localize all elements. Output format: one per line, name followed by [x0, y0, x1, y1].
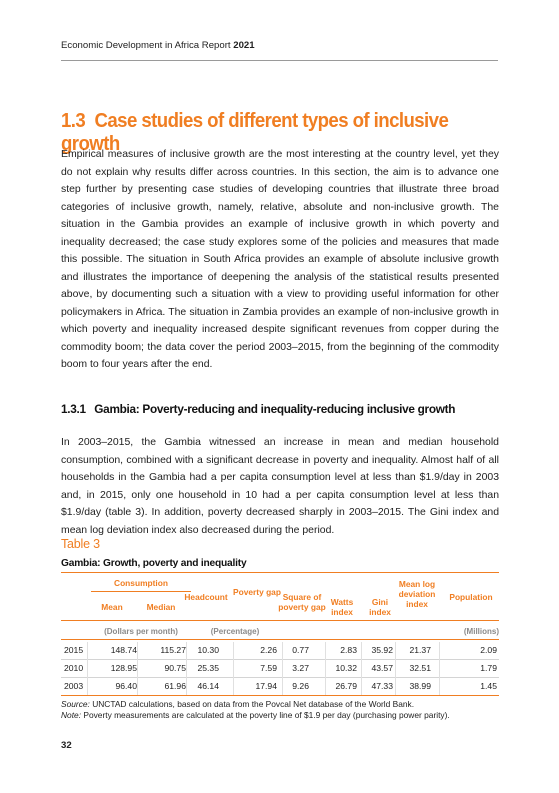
report-year: 2021 — [233, 40, 255, 51]
cell-year: 2015 — [64, 645, 84, 655]
cell-median: 90.75 — [164, 663, 186, 673]
cell-gini-index: 47.33 — [371, 681, 393, 691]
units-bottom-rule — [61, 639, 499, 640]
source-line — [61, 699, 501, 710]
running-header — [61, 40, 255, 51]
cell-population: 1.79 — [480, 663, 497, 673]
header-gini-index: Gini index — [369, 597, 391, 617]
section-number: 1.3 — [61, 110, 86, 132]
section-title: Case studies of different types of inclusive growth — [61, 110, 449, 155]
header-headcount: Headcount — [184, 592, 228, 602]
cell-year: 2010 — [64, 663, 84, 673]
cell-gini-index: 43.57 — [371, 663, 393, 673]
header-median: Median — [146, 602, 176, 612]
cell-watts-index: 2.83 — [340, 645, 357, 655]
cell-square-poverty-gap: 0.77 — [292, 645, 309, 655]
header-square-poverty-gap: Square of poverty gap — [278, 592, 326, 612]
subsection-number: 1.3.1 — [61, 402, 86, 416]
cell-mld-index: 32.51 — [409, 663, 431, 673]
cell-watts-index: 26.79 — [335, 681, 357, 691]
cell-mld-index: 21.37 — [409, 645, 431, 655]
cell-square-poverty-gap: 9.26 — [292, 681, 309, 691]
cell-mean: 128.95 — [110, 663, 137, 673]
section-paragraph: Empirical measures of inclusive growth are the most interesting at the country level, yet they do not explain why results differ across countries. In this section, the aim is to advance one step further by presenting case studies of developing countries that illustrate three broad categories of inclusive growth, namely, relative, absolute and non-inclusive growth. The situation in the Gambia provides an example of inclusive growth in which poverty and inequality decreased; the case study explores some of the policies and measures that made this possible. The situation in South Africa provides an example of absolute inclusive growth and illustrates the importance of deepening the analysis of the statistical results presented above, by documenting such a situation with a view to providing useful information for other policymakers in Africa. The situation in Zambia provides an example of non-inclusive growth in which poverty and inequality increased despite significant revenues from copper during the commodity boom; the data cover the period 2003–2015, from the beginning of the commodity boom to four years after the end. — [61, 149, 499, 370]
note-line — [61, 710, 501, 721]
cell-mean: 148.74 — [110, 645, 137, 655]
header-bottom-rule — [61, 620, 499, 621]
cell-mean: 96.40 — [115, 681, 137, 691]
note-label: Note: — [61, 710, 82, 720]
subsection-paragraph: In 2003–2015, the Gambia witnessed an increase in mean and median household consumption, combined with a significant decrease in poverty and inequality. Almost half of all households in the Gambia had a per capita consumption level at less than $1.9/day in 2003 and, in 2015, only one household in 10 had a per capita consumption level at less than $1.9/day (table 3). In addition, poverty decreased sharply in 2003–2015. The Gini index and mean log deviation index also decreased during the period. — [61, 437, 499, 536]
cell-headcount: 46.14 — [197, 681, 219, 691]
subsection-title: Gambia: Poverty-reducing and inequality-reducing inclusive growth — [94, 402, 456, 416]
cell-gini-index: 35.92 — [371, 645, 393, 655]
cell-median: 61.96 — [164, 681, 186, 691]
source-text: UNCTAD calculations, based on data from the Povcal Net database of the World Bank. — [92, 699, 415, 709]
column-divider — [325, 642, 326, 695]
table-row — [61, 642, 499, 659]
column-divider — [361, 642, 362, 695]
column-divider — [233, 642, 234, 695]
header-poverty-gap: Poverty gap — [233, 587, 281, 597]
unit-percentage: (Percentage) — [210, 627, 260, 636]
report-title: Economic Development in Africa Report — [61, 40, 231, 51]
header-watts-index: Watts index — [330, 597, 354, 617]
table-row — [61, 678, 499, 695]
table-top-rule — [61, 572, 499, 573]
cell-year: 2003 — [64, 681, 84, 691]
header-population: Population — [449, 592, 493, 602]
table-label: Table 3 — [61, 537, 100, 551]
cell-poverty-gap: 2.26 — [260, 645, 277, 655]
column-divider — [439, 642, 440, 695]
column-divider — [186, 642, 187, 695]
column-divider — [395, 642, 396, 695]
source-label: Source: — [61, 699, 90, 709]
cell-headcount: 25.35 — [197, 663, 219, 673]
table-source-notes — [61, 699, 501, 721]
note-text: Poverty measurements are calculated at the poverty line of $1.9 per day (purchasing power parity). — [83, 710, 450, 720]
table-title: Gambia: Growth, poverty and inequality — [61, 558, 247, 569]
column-divider — [282, 642, 283, 695]
cell-population: 2.09 — [480, 645, 497, 655]
unit-millions: (Millions) — [463, 627, 499, 636]
cell-watts-index: 10.32 — [335, 663, 357, 673]
cell-median: 115.27 — [160, 645, 186, 655]
header-consumption: Consumption — [114, 578, 168, 588]
table-row — [61, 660, 499, 677]
cell-headcount: 10.30 — [197, 645, 219, 655]
unit-dollars: (Dollars per month) — [104, 627, 178, 636]
header-mean: Mean — [101, 602, 123, 612]
column-divider — [87, 642, 88, 695]
cell-mld-index: 38.99 — [409, 681, 431, 691]
cell-poverty-gap: 17.94 — [255, 681, 277, 691]
cell-square-poverty-gap: 3.27 — [292, 663, 309, 673]
cell-population: 1.45 — [480, 681, 497, 691]
column-divider — [137, 642, 138, 695]
subsection-heading — [61, 402, 455, 416]
page-number: 32 — [61, 740, 72, 751]
cell-poverty-gap: 7.59 — [260, 663, 277, 673]
header-mean-log-deviation: Mean log deviation index — [398, 579, 436, 609]
header-divider — [61, 60, 498, 61]
table-bottom-rule — [61, 695, 499, 696]
